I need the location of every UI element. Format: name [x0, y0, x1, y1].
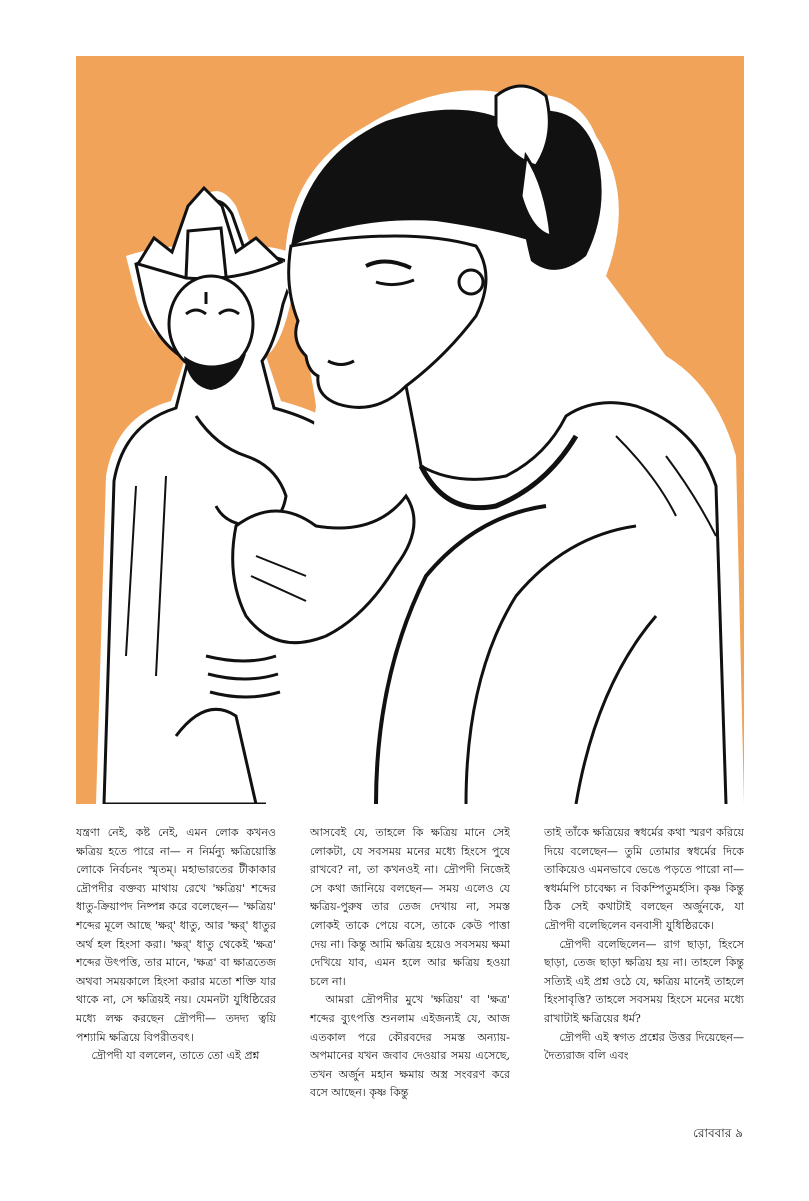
paragraph: দ্রৌপদী বলেছিলেন— রাগ ছাড়া, হিংসে ছাড়া, তেজ ছাড়া ক্ষত্রিয় হয় না। তাহলে কিন্তু সত্যিই এই প্রশ্ন ওঠে যে, ক্ষত্রিয় মানেই তাহলে হিংসাবৃত্তি? তাহলে সবসময় হিংসে মনের মধ্যে রাখাটাই ক্ষত্রিয়ের ধর্ম? [544, 937, 744, 1025]
text-column-1 [76, 824, 276, 1124]
text-column-2 [310, 824, 510, 1124]
paragraph: দ্রৌপদী যা বললেন, তাতে তো এই প্রশ্ন [91, 1049, 260, 1063]
paragraph: যন্ত্রণা নেই, কষ্ট নেই, এমন লোক কখনও ক্ষত্রিয় হতে পারে না— ন নির্মন্যু ক্ষত্রিয়োস্তি লোকে নির্বচনং স্মৃতম্। মহাভারতের টীকাকার দ্রৌপদীর বক্তব্য মাথায় রেখে 'ক্ষত্রিয়' শব্দের ধাতু-ক্রিয়াপদ নিষ্পন্ন করে বলেছেন— 'ক্ষত্রিয়' শব্দের মূলে আছে 'ক্ষর্' ধাতু, আর 'ক্ষর্' ধাতুর অর্থ হল হিংসা করা। 'ক্ষর্' ধাতু থেকেই 'ক্ষত্র' শব্দের উৎপত্তি, তার মানে, 'ক্ষত্র' বা ক্ষাত্রতেজ অথবা সময়কালে হিংসা করার মতো শক্তি যার থাকে না, সে ক্ষত্রিয়ই নয়। যেমনটা যুধিষ্ঠিরের মধ্যে লক্ষ করছেন দ্রৌপদী— তদদ্য ত্বয়ি পশ্যামি ক্ষত্রিয়ে বিপরীতবৎ। [76, 826, 276, 1044]
article-body [76, 824, 744, 1124]
page-footer: রোববার ৯ [693, 1126, 743, 1140]
paragraph: তাই তাঁকে ক্ষত্রিয়ের স্বধর্মের কথা স্মরণ করিয়ে দিয়ে বলেছেন— তুমি তোমার স্বধর্মের দিকে তাকিয়েও এমনভাবে ভেঙে পড়তে পারো না— স্বধর্মমপি চাবেক্ষ্য ন বিকম্পিতুমর্হসি। কৃষ্ণ কিন্তু ঠিক সেই কথাটাই বলছেন অর্জুনকে, যা দ্রৌপদী বলেছিলেন বনবাসী যুধিষ্ঠিরকে। [544, 826, 744, 932]
paragraph: আসবেই যে, তাহলে কি ক্ষত্রিয় মানে সেই লোকটা, যে সবসময় মনের মধ্যে হিংসে পুষে রাখবে? না, তা কখনওই না। দ্রৌপদী নিজেই সে কথা জানিয়ে বলছেন— সময় এলেও যে ক্ষত্রিয়-পুরুষ তার তেজ দেখায় না, সমস্ত লোকই তাকে পেয়ে বসে, তাকে কেউ পাত্তা দেয় না। কিন্তু আমি ক্ষত্রিয় হয়েও সবসময় ক্ষমা দেখিয়ে যাব, এমন হলে আর ক্ষত্রিয় হওয়া চলে না। [310, 826, 510, 988]
paragraph: দ্রৌপদী এই স্বগত প্রশ্নের উত্তর দিয়েছেন— দৈত্যরাজ বলি এবং [544, 1030, 744, 1063]
text-column-3 [544, 824, 744, 1124]
paragraph: আমরা দ্রৌপদীর মুখে 'ক্ষত্রিয়' বা 'ক্ষত্র' শব্দের ব্যুৎপত্তি শুনলাম এইজন্যই যে, আজ এতকাল পরে কৌরবদের সমস্ত অন্যায়-অপমানের যখন জবাব দেওয়ার সময় এসেছে, তখন অর্জুন মহান ক্ষমায় অস্ত্র সংবরণ করে বসে আছেন। কৃষ্ণ কিন্তু [310, 993, 510, 1100]
illustration-draupadi-yudhishthira [76, 56, 744, 804]
